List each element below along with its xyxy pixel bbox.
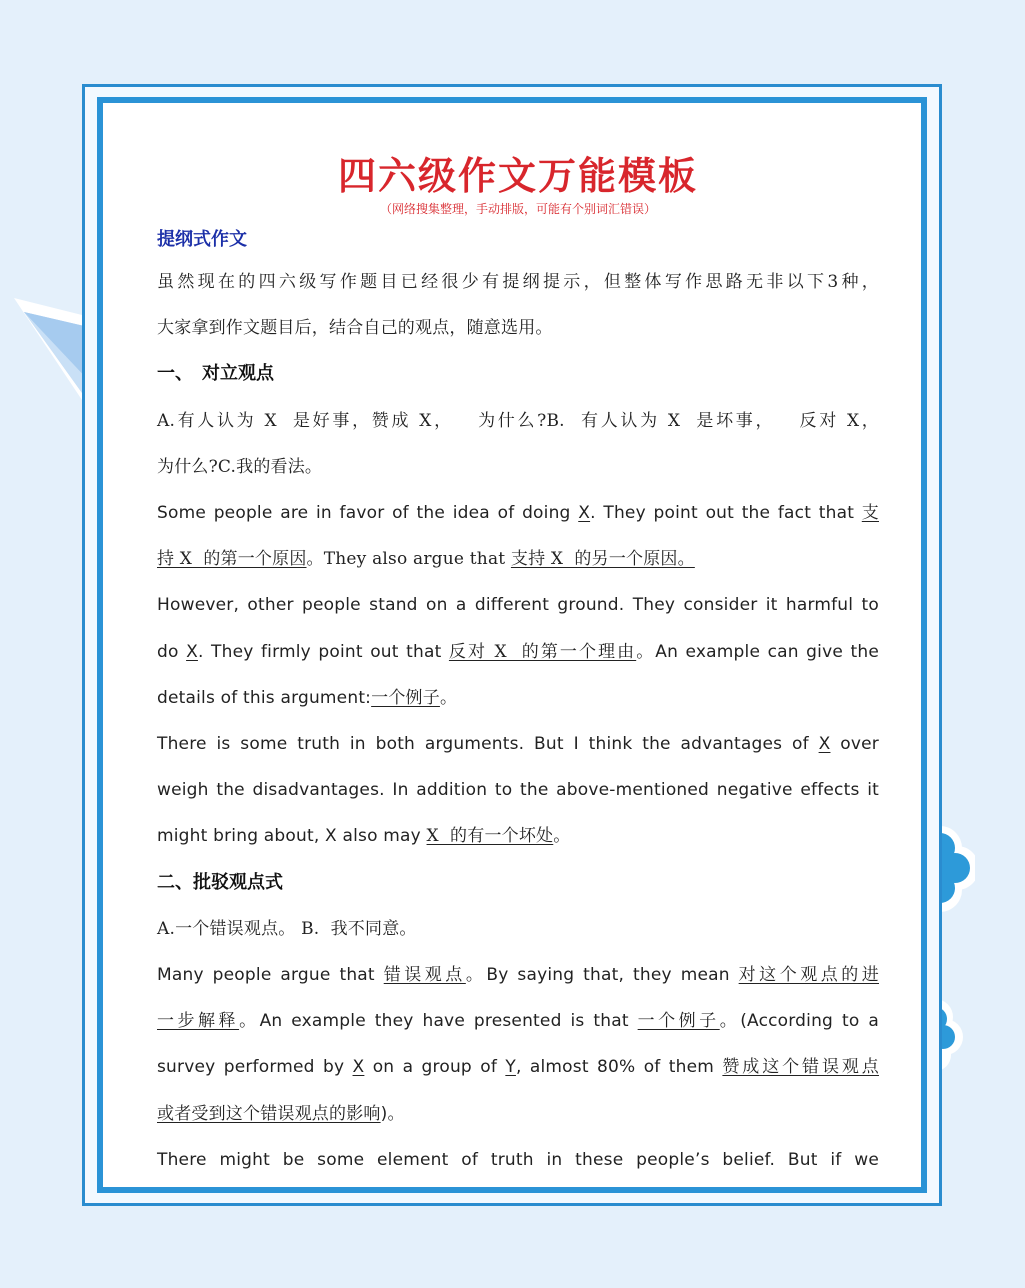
text-span: )。 bbox=[380, 1103, 405, 1124]
text-span: 。An example can give the bbox=[636, 641, 879, 662]
part1-heading: 一、 对立观点 bbox=[157, 363, 274, 385]
placeholder-x: X bbox=[186, 641, 198, 662]
text-span: on a group of bbox=[364, 1057, 506, 1078]
text-span: 。 bbox=[439, 687, 458, 708]
part2-p1-line-3 bbox=[157, 1044, 879, 1090]
intro-line-2: 大家拿到作文题目后，结合自己的观点，随意选用。 bbox=[157, 318, 553, 339]
document-content bbox=[157, 145, 879, 1183]
placeholder-x: X bbox=[578, 503, 591, 524]
placeholder-y: Y bbox=[505, 1057, 516, 1078]
part2-heading: 二、批驳观点式 bbox=[157, 871, 283, 893]
text-span: details of this argument: bbox=[157, 687, 372, 708]
part2-outline: A.一个错误观点。 B. 我不同意。 bbox=[157, 918, 417, 939]
part2-p2-line-1: There might be some element of truth in these people’s belief. But if we bbox=[157, 1149, 879, 1170]
text-span: Some people are in favor of the idea of doing bbox=[157, 503, 579, 524]
text-span: over bbox=[830, 734, 879, 755]
placeholder-x: X bbox=[818, 734, 831, 755]
blank-fill: 或者受到这个错误观点的影响 bbox=[157, 1103, 381, 1124]
part2-p1-line-4 bbox=[157, 1091, 879, 1137]
blank-fill: 赞成这个错误观点 bbox=[722, 1057, 879, 1078]
text-span: . They firmly point out that bbox=[197, 641, 449, 662]
blank-fill: 错误观点 bbox=[383, 965, 466, 986]
blank-fill: 一个例子 bbox=[371, 687, 440, 708]
part1-p3-line-3 bbox=[157, 813, 879, 859]
text-span: 。By saying that, they mean bbox=[465, 965, 739, 986]
text-span: survey performed by bbox=[157, 1057, 353, 1078]
part1-p2-line-2 bbox=[157, 629, 879, 675]
section-label: 提纲式作文 bbox=[157, 229, 247, 250]
blank-fill: 反对 X 的第一个理由 bbox=[448, 641, 637, 662]
blank-fill: 一个例子 bbox=[637, 1011, 720, 1032]
placeholder-x: X bbox=[352, 1057, 365, 1078]
document-title: 四六级作文万能模板 bbox=[337, 153, 698, 198]
text-span: Many people argue that bbox=[157, 965, 384, 986]
blank-fill: 一步解释 bbox=[157, 1011, 240, 1032]
text-span: There is some truth in both arguments. But I think the advantages of bbox=[157, 734, 819, 755]
text-span: 。(According to a bbox=[719, 1011, 879, 1032]
part1-p1-line-1 bbox=[157, 490, 879, 536]
blank-fill: 持 X 的第一个原因 bbox=[157, 549, 307, 570]
text-span: 。They also argue that bbox=[306, 549, 511, 570]
part2-p1-line-2 bbox=[157, 998, 879, 1044]
part1-outline-line-2: 为什么?C.我的看法。 bbox=[157, 456, 323, 477]
text-span: 。An example they have presented is that bbox=[239, 1011, 638, 1032]
part1-p1-line-2 bbox=[157, 536, 879, 582]
document-subtitle: （网络搜集整理，手动排版，可能有个别词汇错误） bbox=[379, 202, 656, 216]
text-span: 。 bbox=[553, 826, 571, 847]
text-span: , almost 80% of them bbox=[515, 1057, 723, 1078]
part1-p2-line-3 bbox=[157, 675, 879, 721]
blank-fill: 支 bbox=[861, 503, 879, 524]
part1-p3-line-1 bbox=[157, 721, 879, 767]
text-span: might bring about, X also may bbox=[157, 826, 427, 847]
part2-p1-line-1 bbox=[157, 952, 879, 998]
part1-p2-line-1: However, other people stand on a different ground. They consider it harmful to bbox=[157, 595, 879, 616]
text-span: do bbox=[157, 641, 187, 662]
blank-fill: X 的有一个坏处 bbox=[426, 826, 554, 847]
part1-p3-line-2: weigh the disadvantages. In addition to the above-mentioned negative effects it bbox=[157, 780, 879, 801]
text-span: . They point out the fact that bbox=[590, 503, 862, 524]
blank-fill: 对这个观点的进 bbox=[738, 965, 879, 986]
blank-fill: 支持 X 的另一个原因。 bbox=[510, 549, 695, 570]
intro-line-1: 虽然现在的四六级写作题目已经很少有提纲提示，但整体写作思路无非以下3种， bbox=[157, 272, 879, 292]
part1-outline-line-1: A.有人认为 X 是好事，赞成 X， 为什么?B. 有人认为 X 是坏事， 反对 X， bbox=[157, 410, 879, 431]
